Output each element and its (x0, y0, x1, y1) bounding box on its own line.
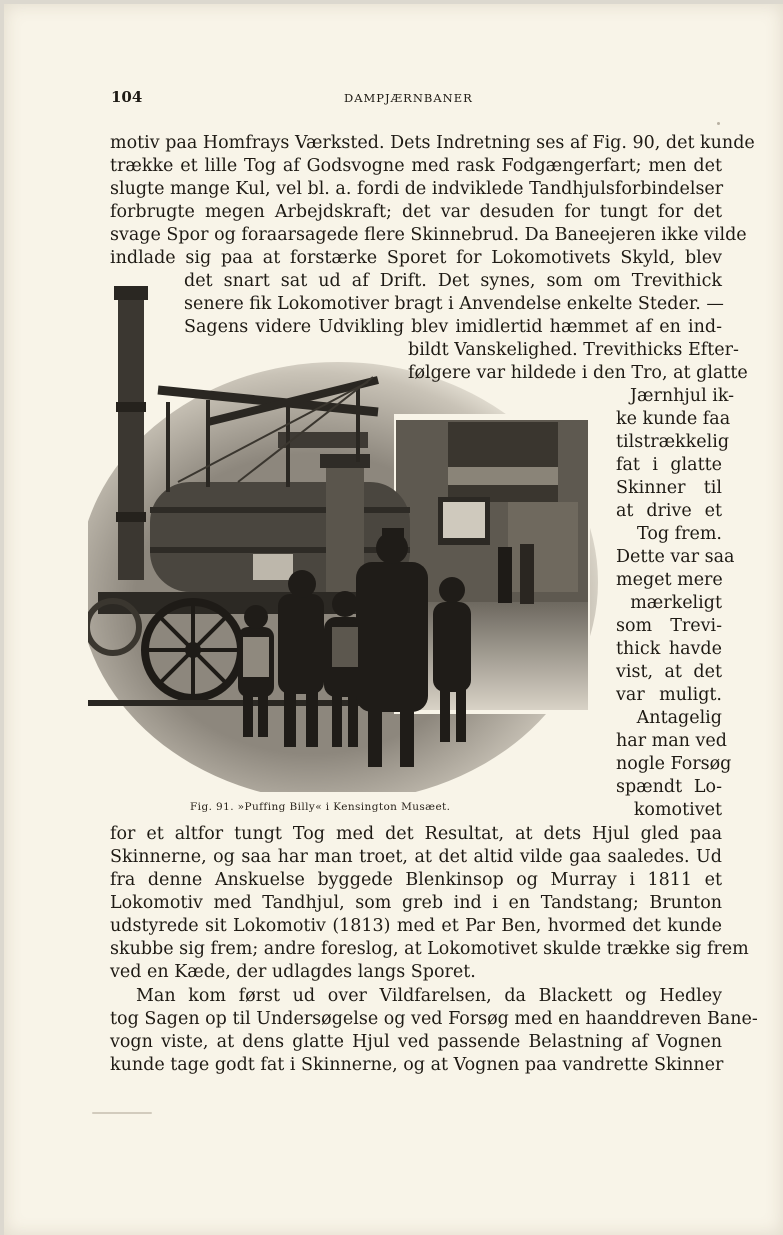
text-line: senere fik Lokomotiver bragt i Anvendelse enkelte Steder. — (184, 294, 724, 314)
page-header (4, 88, 783, 110)
text-line: kunde tage godt fat i Skinnerne, og at Vognen paa vandrette Skinner (110, 1055, 724, 1075)
figure-caption: Fig. 91. »Puffing Billy« i Kensington Musæet. (190, 801, 451, 813)
text-line: mærkeligt (630, 593, 722, 613)
text-line: ke kunde faa (616, 409, 731, 429)
text-line: Sagens videre Udvikling blev imidlertid hæmmet af en ind- (184, 317, 722, 337)
text-line: indlade sig paa at forstærke Sporet for Lokomotivets Skyld, blev (110, 248, 722, 268)
text-line: slugte mange Kul, vel bl. a. fordi de indviklede Tandhjulsforbindelser (110, 179, 724, 199)
text-line: fra denne Anskuelse byggede Blenkinsop og Murray i 1811 et (110, 870, 722, 890)
paper-mark (92, 1112, 152, 1114)
running-head: DAMPJÆRNBANER (344, 91, 473, 105)
text-line: trække et lille Tog af Godsvogne med rask Fodgængerfart; men det (110, 156, 722, 176)
text-line: ved en Kæde, der udlagdes langs Sporet. (110, 962, 476, 982)
text-line: som Trevi- (616, 616, 722, 636)
text-line: spændt Lo- (616, 777, 722, 797)
text-line: Lokomotiv med Tandhjul, som greb ind i en Tandstang; Brunton (110, 893, 722, 913)
text-line: motiv paa Homfrays Værksted. Dets Indretning ses af Fig. 90, det kunde (110, 133, 755, 153)
text-line: nogle Forsøg (616, 754, 732, 774)
text-line: forbrugte megen Arbejdskraft; det var desuden for tungt for det (110, 202, 722, 222)
text-line: thick havde (616, 639, 722, 659)
text-line: udstyrede sit Lokomotiv (1813) med et Par Ben, hvormed det kunde (110, 916, 722, 936)
text-line: vogn viste, at dens glatte Hjul ved passende Belastning af Vognen (110, 1032, 722, 1052)
text-line: skubbe sig frem; andre foreslog, at Lokomotivet skulde trække sig frem (110, 939, 749, 959)
text-line: Jærnhjul ik- (630, 386, 735, 406)
text-line: tilstrækkelig (616, 432, 730, 452)
text-line: det snart sat ud af Drift. Det synes, som om Trevithick (184, 271, 722, 291)
text-line: Dette var saa (616, 547, 735, 567)
text-line: tog Sagen op til Undersøgelse og ved Forsøg med en haanddreven Bane- (110, 1009, 758, 1029)
text-line: vist, at det (616, 662, 722, 682)
text-line: Tog frem. (637, 524, 722, 544)
page-number: 104 (111, 88, 143, 106)
text-line: Skinnerne, og saa har man troet, at det altid vilde gaa saaledes. Ud (110, 847, 722, 867)
text-line: var muligt. (616, 685, 722, 705)
text-line: meget mere (616, 570, 723, 590)
text-line: Skinner til (616, 478, 722, 498)
text-line: fat i glatte (616, 455, 722, 475)
text-line: bildt Vanskelighed. Trevithicks Efter- (408, 340, 739, 360)
paper-speck (717, 122, 720, 125)
text-line: at drive et (616, 501, 722, 521)
text-line: komotivet (633, 800, 722, 820)
book-page (4, 4, 783, 1235)
text-line: for et altfor tungt Tog med det Resultat, at dets Hjul gled paa (110, 824, 722, 844)
text-line: har man ved (616, 731, 727, 751)
text-line: følgere var hildede i den Tro, at glatte (408, 363, 748, 383)
text-line: Antagelig (636, 708, 722, 728)
text-line: Man kom først ud over Vildfarelsen, da Blackett og Hedley (136, 986, 722, 1006)
text-line: svage Spor og foraarsagede flere Skinnebrud. Da Baneejeren ikke vilde (110, 225, 747, 245)
